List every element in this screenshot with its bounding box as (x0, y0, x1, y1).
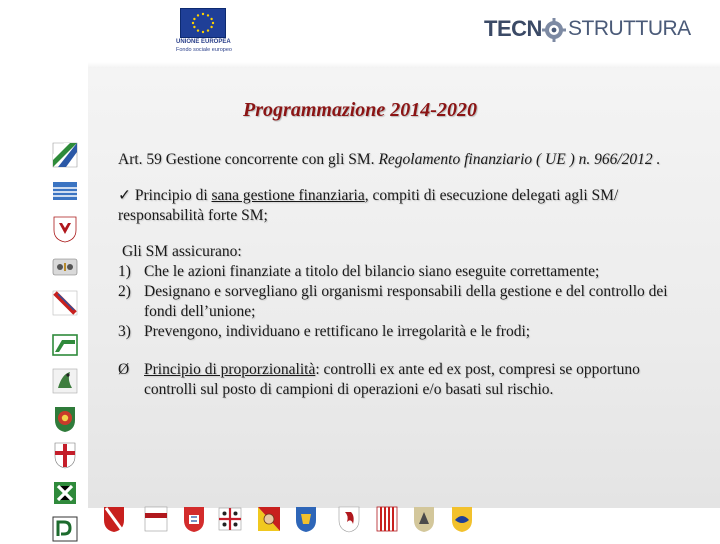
sana-gestione-prefix: Principio di (131, 187, 212, 204)
veneto-crest-icon (410, 504, 438, 534)
valle-aosta-crest-icon (448, 504, 476, 534)
list-item-number: 3) (118, 323, 131, 340)
toscana-crest-icon (335, 504, 363, 534)
list-item (118, 262, 683, 282)
paragraph-sana-gestione (118, 186, 683, 226)
list-item-text: Designano e sorvegliano gli organismi responsabili della gestione e del controllo dei fondi dell’unione; (144, 283, 668, 320)
art59-regulation: Regolamento finanziario ( UE ) n. 966/2012 . (378, 151, 661, 168)
alto-adige-crest-icon (50, 214, 80, 244)
tecnostruttura-logo (480, 12, 691, 46)
emilia-romagna-crest-icon (50, 330, 80, 360)
proporzionalita-text: : controlli ex ante ed ex post, compresi se opportuno controlli sul posto di campioni di operazioni e/o basati sul rischio. (144, 361, 640, 398)
sm-heading: Gli SM assicurano: (122, 243, 242, 260)
trentino-crest-icon (50, 252, 80, 282)
paragraph-art59 (118, 150, 683, 170)
paragraph-proporzionalita (118, 360, 683, 400)
calabria-crest-icon (100, 504, 128, 534)
page-title: Programmazione 2014-2020 (243, 99, 477, 121)
campania-crest-icon (142, 504, 170, 534)
sana-gestione-underlined: sana gestione finanziaria (211, 187, 365, 204)
sicilia-crest-icon (255, 504, 283, 534)
marche-crest-icon (50, 366, 80, 396)
sana-gestione-suffix: , compiti di esecuzione delegati agli SM/ responsabilità forte SM; (118, 187, 619, 224)
list-item-text: Che le azioni finanziate a titolo del bilancio siano eseguite correttamente; (144, 263, 600, 280)
list-item-number: 2) (118, 283, 131, 300)
sm-list (118, 262, 683, 342)
list-item-text: Prevengono, individuano e rettificano le irregolarità e le frodi; (144, 323, 531, 340)
liguria-crest-icon (50, 440, 80, 470)
umbria-crest-icon (373, 504, 401, 534)
sardegna-crest-icon (216, 504, 244, 534)
list-item-number: 1) (118, 263, 131, 280)
eu-logo-line2: Fondo sociale europeo (176, 47, 232, 53)
list-item (118, 322, 683, 342)
arrow-bullet-icon: Ø (118, 361, 130, 378)
lazio-crest-icon (180, 504, 208, 534)
lombardia-crest-icon (50, 404, 80, 434)
checkmark-icon: ✓ (118, 187, 131, 204)
eu-flag-icon (180, 8, 226, 38)
art59-text: Art. 59 Gestione concorrente con gli SM. (118, 151, 379, 168)
gear-icon (542, 18, 566, 42)
bottom-crest-row (90, 498, 510, 538)
molise-crest-icon (50, 176, 80, 206)
eu-logo (170, 6, 242, 56)
friuli-crest-icon (292, 504, 320, 534)
proporzionalita-underlined: Principio di proporzionalità (144, 361, 316, 378)
main-content (118, 150, 683, 400)
abruzzo-crest-icon (50, 140, 80, 170)
tecno-logo-right: STRUTTURA (568, 17, 691, 40)
tecno-logo-left: TECN (484, 16, 542, 41)
basilicata-crest-icon (50, 288, 80, 318)
eu-logo-line1: UNIONE EUROPEA (176, 39, 231, 45)
list-item (118, 282, 683, 322)
piemonte-crest-icon (50, 478, 80, 508)
